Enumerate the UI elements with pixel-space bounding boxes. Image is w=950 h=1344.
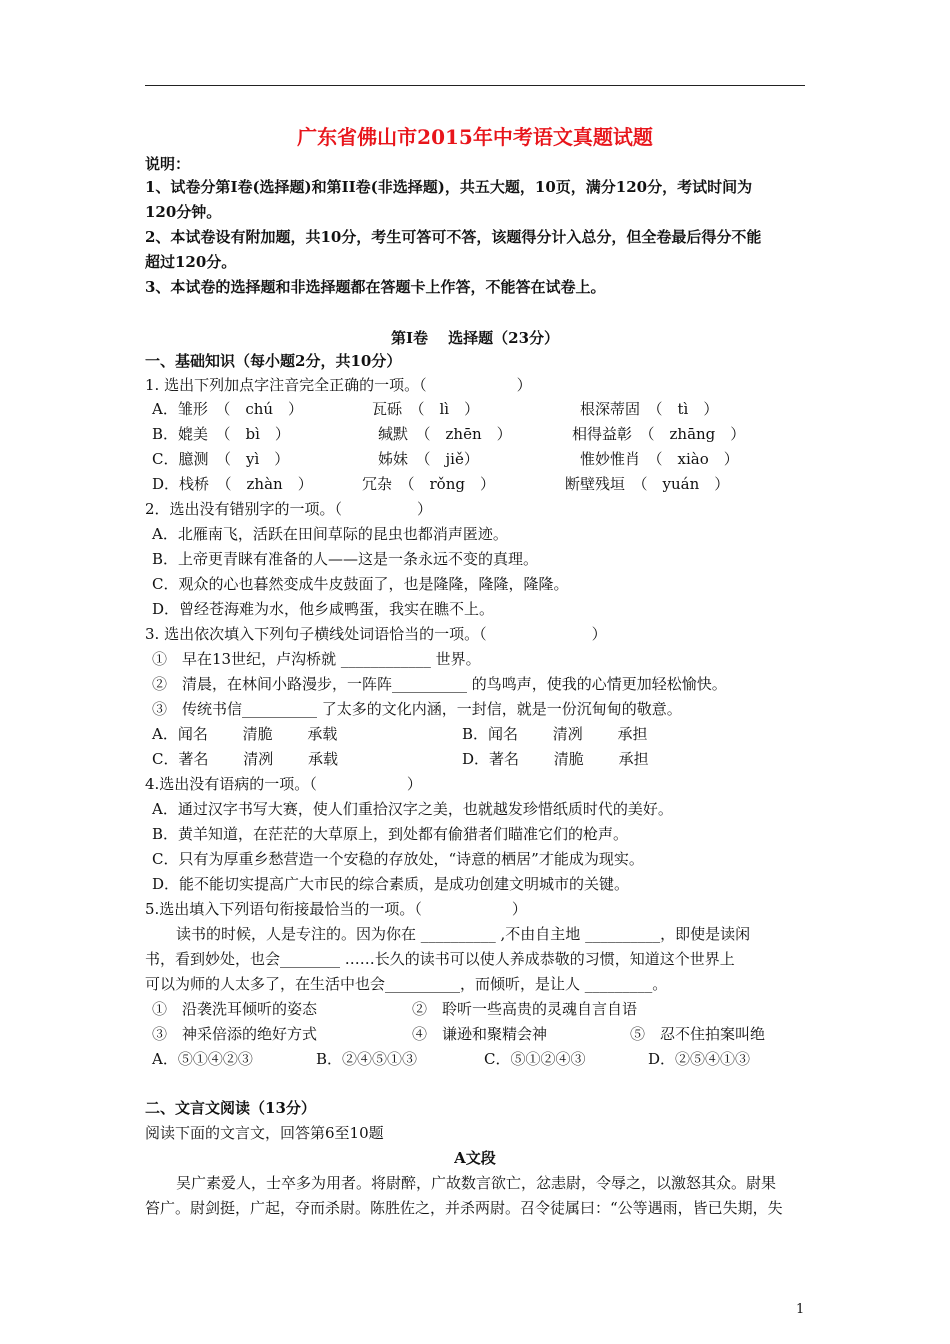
q2-option: D．曾经苍海难为水，他乡咸鸭蛋，我实在瞧不上。 <box>152 600 495 618</box>
q5-choice: ④ 谦逊和聚精会神 <box>412 1025 548 1043</box>
q5-passage-line: 读书的时候，人是专注的。因为你在 __________ ,不由自主地 __________，即使是读闲 <box>176 925 751 943</box>
q1-option-a-1: A．雏形 （ chú ） <box>152 400 304 418</box>
q3-option-b: B．闻名 清冽 承担 <box>462 725 648 743</box>
page-number: 1 <box>796 1302 805 1317</box>
q4-stem: 4.选出没有语病的一项。（ ） <box>145 775 422 793</box>
instruction-line: 2、本试卷设有附加题，共10分，考生可答可不答，该题得分计入总分，但全卷最后得分不能 <box>145 228 762 246</box>
q1-option-b-3: 相得益彰 （ zhāng ） <box>572 425 746 443</box>
q5-choice: ③ 神采倍添的绝好方式 <box>152 1025 318 1043</box>
section1-heading: 一、基础知识（每小题2分，共10分） <box>145 352 402 370</box>
instruction-line: 超过120分。 <box>145 253 237 271</box>
q1-option-d-2: 冗杂 （ rǒng ） <box>362 475 495 493</box>
section2-intro: 阅读下面的文言文，回答第6至10题 <box>145 1124 384 1142</box>
q3-option-a: A．闻名 清脆 承载 <box>152 725 338 743</box>
q1-stem: 1. 选出下列加点字注音完全正确的一项。（ ） <box>145 376 532 394</box>
q5-option-c: C．⑤①②④③ <box>484 1050 586 1068</box>
q4-option: A．通过汉字书写大赛，使人们重拾汉字之美，也就越发珍惜纸质时代的美好。 <box>152 800 673 818</box>
q2-option: B．上帝更青睐有准备的人——这是一条永远不变的真理。 <box>152 550 539 568</box>
q4-option: B．黄羊知道，在茫茫的大草原上，到处都有偷猎者们瞄准它们的枪声。 <box>152 825 629 843</box>
q2-option: A．北雁南飞，活跃在田间草际的昆虫也都消声匿迹。 <box>152 525 508 543</box>
q1-option-c-3: 惟妙惟肖 （ xiào ） <box>580 450 739 468</box>
instruction-line: 3、本试卷的选择题和非选择题都在答题卡上作答，不能答在试卷上。 <box>145 278 606 296</box>
passage-line: 笞广。尉剑挺，广起，夺而杀尉。陈胜佐之，并杀两尉。召令徒属曰：“公等遇雨，皆已失期，失 <box>145 1199 783 1217</box>
q5-passage-line: 可以为师的人太多了，在生活中也会__________，而倾听，是让人 _________。 <box>145 975 668 993</box>
q1-option-c-1: C．臆测 （ yì ） <box>152 450 290 468</box>
q1-option-b-1: B．媲美 （ bì ） <box>152 425 290 443</box>
part1-heading: 第Ⅰ卷 选择题（23分） <box>390 329 560 347</box>
header-rule <box>145 85 805 86</box>
section2-subheading: A文段 <box>454 1149 496 1167</box>
section2-heading: 二、文言文阅读（13分） <box>145 1099 316 1117</box>
q2-option: C．观众的心也暮然变成牛皮鼓面了，也是隆隆，隆隆，隆隆。 <box>152 575 569 593</box>
q1-option-d-1: D．栈桥 （ zhàn ） <box>152 475 313 493</box>
q5-passage-line: 书，看到妙处，也会________ ……长久的读书可以使人养成恭敬的习惯，知道这个世界上 <box>145 950 735 968</box>
q3-sentence: ① 早在13世纪，卢沟桥就 ____________ 世界。 <box>152 650 481 668</box>
page-title: 广东省佛山市2015年中考语文真题试题 <box>297 125 653 149</box>
passage-line: 吴广素爱人，士卒多为用者。将尉醉，广故数言欲亡，忿恚尉，令辱之，以激怒其众。尉果 <box>176 1174 777 1192</box>
q5-stem: 5.选出填入下列语句衔接最恰当的一项。（ ） <box>145 900 527 918</box>
q4-option: C．只有为厚重乡愁营造一个安稳的存放处，“诗意的栖居”才能成为现实。 <box>152 850 644 868</box>
instructions-heading: 说明： <box>145 155 191 173</box>
q5-option-b: B．②④⑤①③ <box>316 1050 418 1068</box>
q2-stem: 2．选出没有错别字的一项。（ ） <box>145 500 433 518</box>
q3-option-c: C．著名 清冽 承载 <box>152 750 339 768</box>
q1-option-d-3: 断壁残垣 （ yuán ） <box>565 475 730 493</box>
q3-stem: 3. 选出依次填入下列句子横线处词语恰当的一项。（ ） <box>145 625 607 643</box>
q3-option-d: D．著名 清脆 承担 <box>462 750 649 768</box>
q1-option-a-2: 瓦砾 （ lì ） <box>372 400 480 418</box>
q3-sentence: ③ 传统书信__________ 了太多的文化内涵，一封信，就是一份沉甸甸的敬意。 <box>152 700 682 718</box>
q5-choice: ② 聆听一些高贵的灵魂自言自语 <box>412 1000 638 1018</box>
q5-choice: ① 沿袭洗耳倾听的姿态 <box>152 1000 318 1018</box>
q5-choice: ⑤ 忍不住拍案叫绝 <box>630 1025 766 1043</box>
instruction-line: 120分钟。 <box>145 203 222 221</box>
q5-option-a: A．⑤①④②③ <box>152 1050 253 1068</box>
q3-sentence: ② 清晨，在林间小路漫步，一阵阵__________ 的鸟鸣声，使我的心情更加轻松愉快。 <box>152 675 727 693</box>
q1-option-b-2: 缄默 （ zhēn ） <box>378 425 512 443</box>
q5-option-d: D．②⑤④①③ <box>648 1050 751 1068</box>
instruction-line: 1、试卷分第Ⅰ卷(选择题)和第II卷(非选择题)，共五大题，10页，满分120分，考试时间为 <box>145 178 753 196</box>
q4-option: D．能不能切实提高广大市民的综合素质，是成功创建文明城市的关键。 <box>152 875 630 893</box>
q1-option-a-3: 根深蒂固 （ tì ） <box>580 400 719 418</box>
q1-option-c-2: 姊妹 （ jiě） <box>378 450 479 468</box>
